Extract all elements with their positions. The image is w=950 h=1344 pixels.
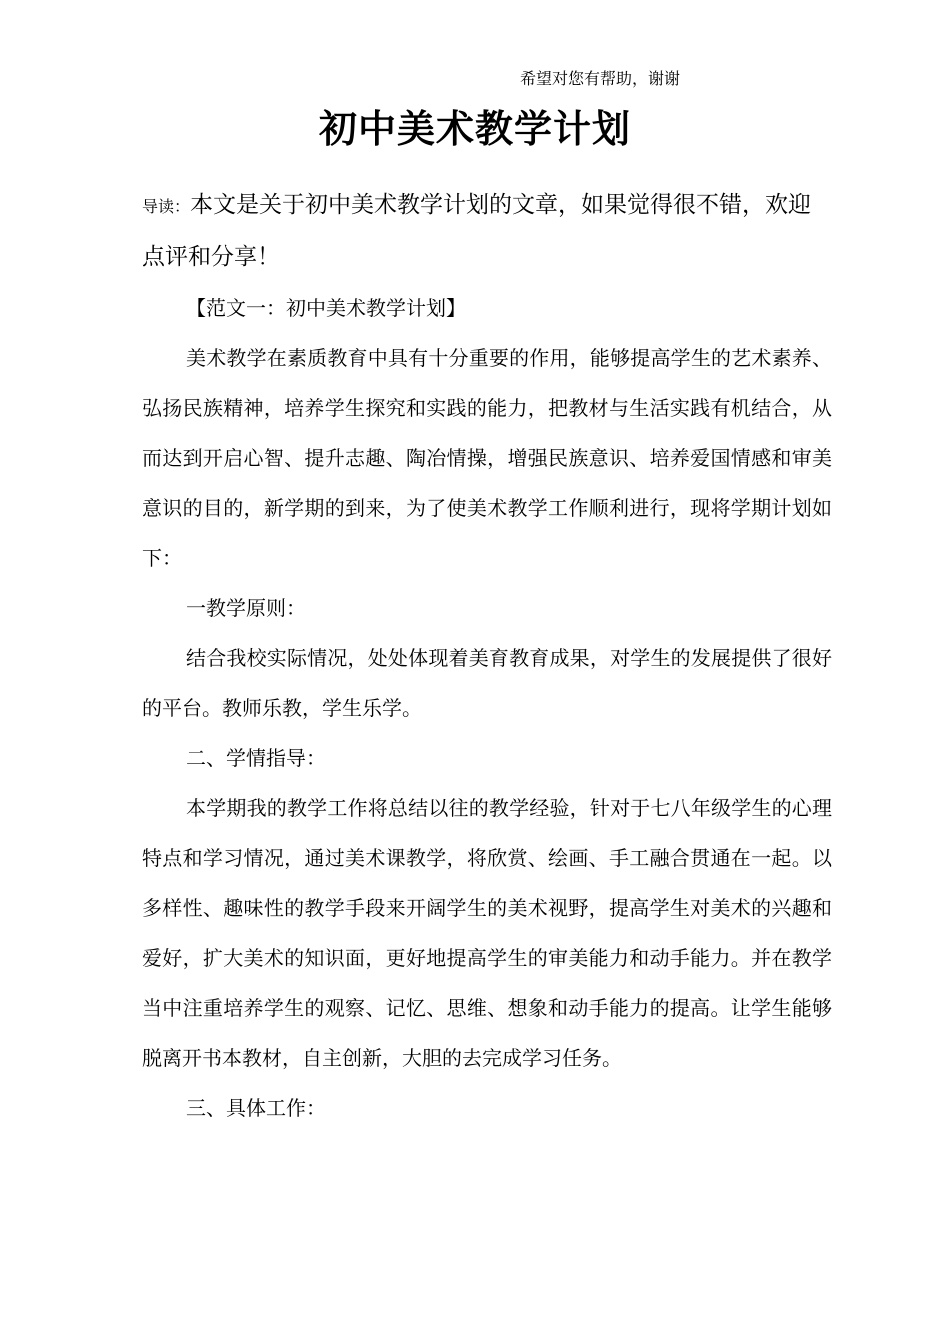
header-note: 希望对您有帮助，谢谢 [520, 69, 681, 88]
intro-section [142, 180, 832, 282]
section-heading-principles: 一教学原则： [186, 596, 306, 620]
section-heading-guidance: 二、学情指导： [186, 746, 326, 770]
sample-heading: 【范文一：初中美术教学计划】 [186, 296, 466, 320]
section-heading-work: 三、具体工作： [186, 1096, 326, 1120]
paragraph-principles: 结合我校实际情况，处处体现着美育教育成果，对学生的发展提供了很好的平台。教师乐教，学生乐学。 [142, 646, 832, 720]
paragraph-guidance: 本学期我的教学工作将总结以往的教学经验，针对于七八年级学生的心理特点和学习情况，通过美术课教学，将欣赏、绘画、手工融合贯通在一起。以多样性、趣味性的教学手段来开阔学生的美术视野，提高学生对美术的兴趣和爱好，扩大美术的知识面，更好地提高学生的审美能力和动手能力。并在教学当中注重培养学生的观察、记忆、思维、想象和动手能力的提高。让学生能够脱离开书本教材，自主创新，大胆的去完成学习任务。 [142, 796, 832, 1070]
document-title: 初中美术教学计划 [318, 107, 631, 151]
intro-text: 本文是关于初中美术教学计划的文章，如果觉得很不错，欢迎点评和分享！ [142, 192, 812, 270]
intro-label: 导读： [142, 197, 191, 216]
paragraph-overview: 美术教学在素质教育中具有十分重要的作用，能够提高学生的艺术素养、弘扬民族精神，培养学生探究和实践的能力，把教材与生活实践有机结合，从而达到开启心智、提升志趣、陶冶情操，增强民族意识、培养爱国情感和审美意识的目的，新学期的到来，为了使美术教学工作顺利进行，现将学期计划如下： [142, 346, 832, 570]
document-body [142, 283, 832, 1133]
